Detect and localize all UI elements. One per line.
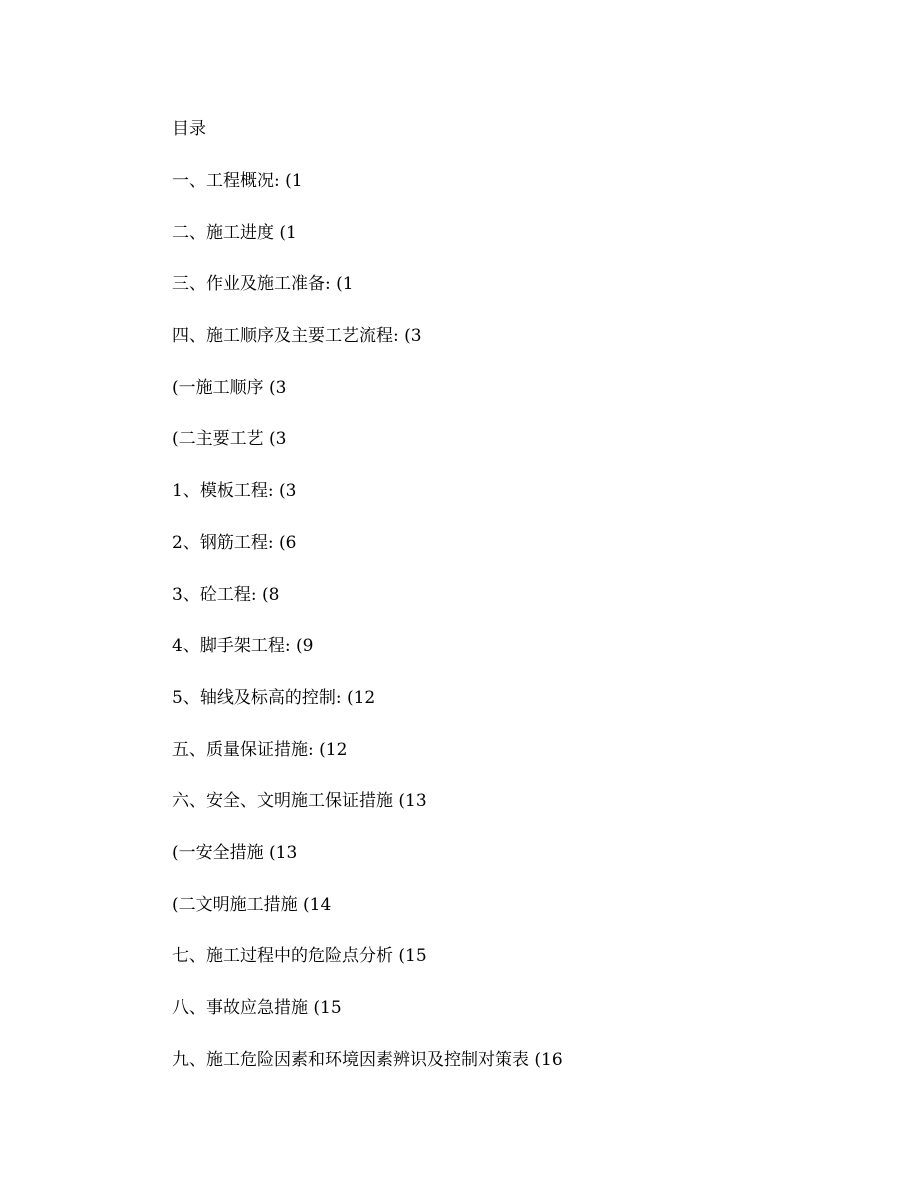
toc-entry: (一安全措施 (13 <box>172 842 298 863</box>
toc-entry: 一、工程概况: (1 <box>172 171 303 191</box>
toc-entry: 3、砼工程: (8 <box>172 584 280 605</box>
toc-entry: 四、施工顺序及主要工艺流程: (3 <box>172 326 422 347</box>
toc-entry: 三、作业及施工准备: (1 <box>172 274 354 295</box>
toc-entry: 七、施工过程中的危险点分析 (15 <box>172 946 427 967</box>
toc-entry: (二文明施工措施 (14 <box>172 894 332 915</box>
toc-entry: 二、施工进度 (1 <box>172 222 297 243</box>
toc-entry: 五、质量保证措施: (12 <box>172 739 348 760</box>
toc-entry: 4、脚手架工程: (9 <box>172 636 314 657</box>
toc-entry: 八、事故应急措施 (15 <box>172 998 342 1018</box>
toc-entry: 1、模板工程: (3 <box>172 481 297 502</box>
toc-entry: (一施工顺序 (3 <box>172 377 287 398</box>
toc-list <box>172 170 563 1100</box>
toc-title: 目录 <box>172 119 206 139</box>
toc-entry: 2、钢筋工程: (6 <box>172 532 297 553</box>
toc-entry: 六、安全、文明施工保证措施 (13 <box>172 791 427 812</box>
toc-entry: 九、施工危险因素和环境因素辨识及控制对策表 (16 <box>172 1049 563 1070</box>
toc-entry: (二主要工艺 (3 <box>172 429 287 450</box>
toc-entry: 5、轴线及标高的控制: (12 <box>172 687 376 708</box>
